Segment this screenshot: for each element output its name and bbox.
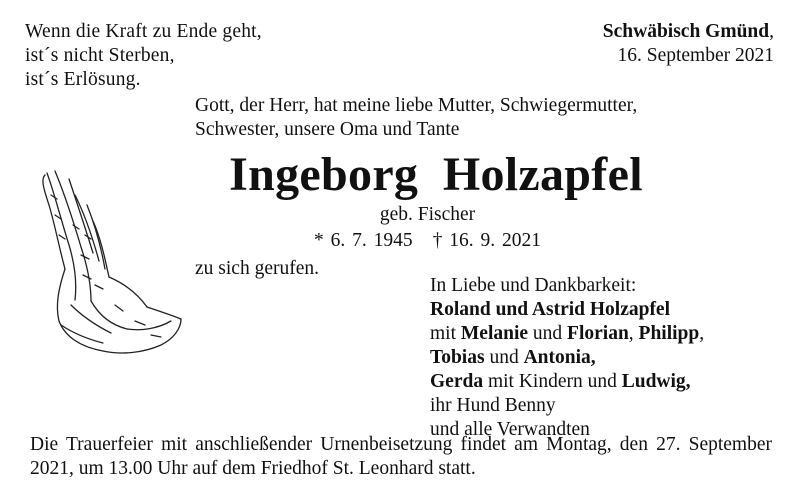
- deceased-name: Ingeborg Holzapfel: [229, 148, 643, 201]
- intro-line: Gott, der Herr, hat meine liebe Mutter, Schwiegermutter,: [195, 95, 638, 116]
- intro-text: [195, 94, 637, 142]
- intro-line: Schwester, unsere Oma und Tante: [195, 119, 460, 140]
- poem-line: ist´s nicht Sterben,: [25, 45, 175, 66]
- funeral-notice: Die Trauerfeier mit anschließender Urnenbeisetzung findet am Montag, den 27. September 2021, um 13.00 Uhr auf dem Friedhof St. Leonhard statt.: [30, 434, 772, 479]
- death-date: † 16. 9. 2021: [432, 230, 541, 251]
- poem-line: Wenn die Kraft zu Ende geht,: [25, 21, 262, 42]
- place: Schwäbisch Gmünd: [602, 21, 770, 42]
- birth-name: geb. Fischer: [379, 204, 476, 225]
- mourner-line: ihr Hund Benny: [430, 395, 556, 416]
- place-date: [603, 20, 774, 68]
- mourner-line: Roland und Astrid Holzapfel: [430, 299, 671, 320]
- date: 16. September 2021: [617, 45, 774, 66]
- poem: [25, 20, 262, 92]
- place-suffix: ,: [769, 21, 774, 42]
- life-dates: [0, 229, 800, 253]
- mourner-line: und alle Verwandten: [430, 419, 590, 440]
- birth-date: * 6. 7. 1945: [314, 230, 413, 251]
- mourners: [430, 274, 704, 442]
- mourner-line: Tobias und Antonia,: [430, 347, 596, 368]
- poem-line: ist´s Erlösung.: [25, 69, 141, 90]
- mourner-line: Gerda mit Kindern und Ludwig,: [430, 371, 691, 392]
- called-text: zu sich gerufen.: [195, 258, 319, 279]
- mourner-line: mit Melanie und Florian, Philipp,: [430, 323, 705, 344]
- mourners-intro: In Liebe und Dankbarkeit:: [430, 275, 637, 296]
